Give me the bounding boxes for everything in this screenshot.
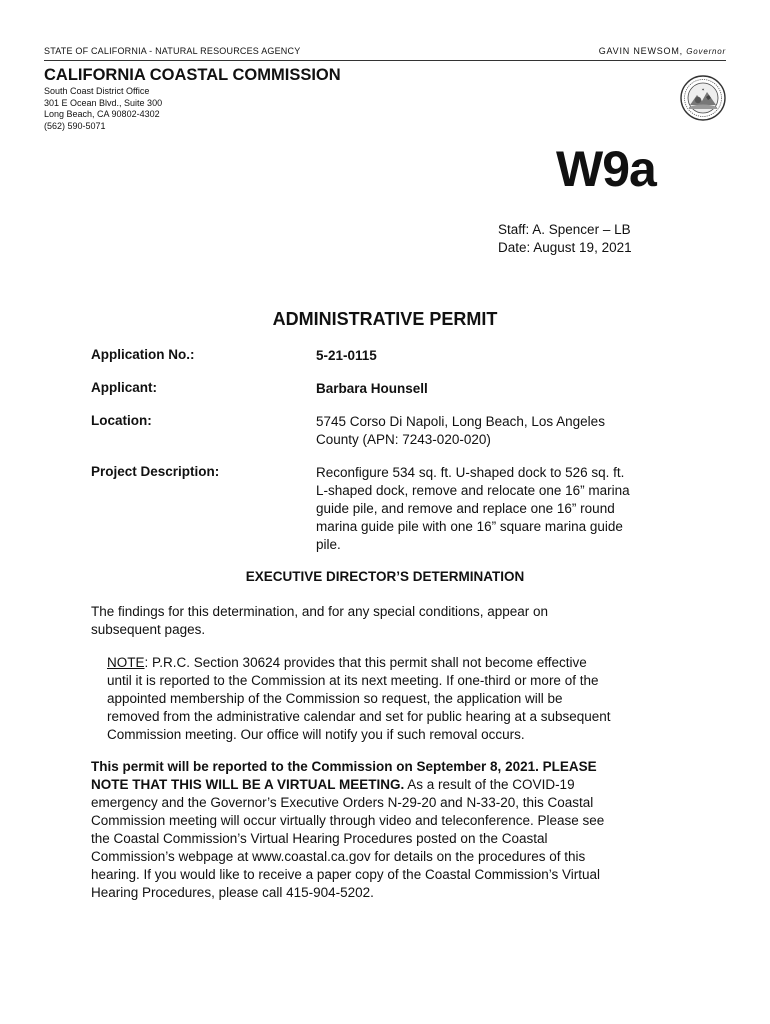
- findings-paragraph: [91, 603, 681, 639]
- report-paragraph: [91, 758, 681, 902]
- findings-line: subsequent pages.: [91, 622, 206, 637]
- note-line: until it is reported to the Commission at its next meeting. If one-third or more of the: [107, 673, 599, 688]
- location-line: 5745 Corso Di Napoli, Long Beach, Los Angeles: [316, 414, 605, 429]
- note-line: appointed membership of the Commission so request, the application will be: [107, 691, 563, 706]
- applicant-value: Barbara Hounsell: [316, 381, 428, 396]
- application-value: 5-21-0115: [316, 348, 377, 363]
- project-line: guide pile, and remove and replace one 16” round: [316, 501, 615, 516]
- application-label: Application No.:: [91, 347, 195, 362]
- note-first-text: : P.R.C. Section 30624 provides that this permit shall not become effective: [144, 655, 587, 670]
- virtual-meeting-notice: NOTE THAT THIS WILL BE A VIRTUAL MEETING.: [91, 777, 405, 792]
- project-line: pile.: [316, 537, 341, 552]
- project-line: L-shaped dock, remove and relocate one 16” marina: [316, 483, 630, 498]
- date-line: Date: August 19, 2021: [498, 240, 632, 255]
- governor-header: [599, 46, 726, 56]
- project-description-label: Project Description:: [91, 464, 220, 479]
- report-line: emergency and the Governor’s Executive Orders N-29-20 and N-33-20, this Coastal: [91, 795, 594, 810]
- location-label: Location:: [91, 413, 152, 428]
- report-line: Hearing Procedures, please call 415-904-5202.: [91, 885, 374, 900]
- report-line: [91, 776, 681, 794]
- note-paragraph: [107, 654, 682, 744]
- office-line: (562) 590-5071: [44, 120, 106, 131]
- office-address: [44, 86, 162, 132]
- svg-text:✶: ✶: [701, 87, 705, 92]
- determination-heading: EXECUTIVE DIRECTOR’S DETERMINATION: [245, 569, 525, 584]
- note-label: NOTE: [107, 655, 145, 670]
- location-line: County (APN: 7243-020-020): [316, 432, 491, 447]
- location-value: [316, 413, 676, 449]
- staff-line: Staff: A. Spencer – LB: [498, 222, 631, 237]
- governor-name: GAVIN NEWSOM,: [598, 46, 687, 56]
- applicant-label: Applicant:: [91, 380, 157, 395]
- project-line: marina guide pile with one 16” square marina guide: [316, 519, 623, 534]
- office-line: South Coast District Office: [44, 86, 150, 96]
- report-bold-line: This permit will be reported to the Commission on September 8, 2021. PLEASE: [91, 759, 597, 774]
- agency-header: STATE OF CALIFORNIA - NATURAL RESOURCES AGENCY: [44, 46, 301, 56]
- project-line: Reconfigure 534 sq. ft. U-shaped dock to 526 sq. ft.: [316, 465, 625, 480]
- project-description-value: [316, 464, 676, 554]
- state-seal-icon: [680, 75, 726, 121]
- report-line: hearing. If you would like to receive a paper copy of the Coastal Commission’s Virtual: [91, 867, 601, 882]
- findings-line: The findings for this determination, and for any special conditions, appear on: [91, 604, 549, 619]
- office-line: 301 E Ocean Blvd., Suite 300: [44, 97, 163, 108]
- note-first-line: [107, 654, 682, 672]
- governor-title: Governor: [686, 47, 726, 56]
- report-line: Commission meeting will occur virtually through video and teleconference. Please see: [91, 813, 605, 828]
- report-line-rest: As a result of the COVID-19: [404, 777, 575, 792]
- header-rule: [44, 60, 726, 61]
- agenda-item-number: W9a: [556, 141, 656, 197]
- staff-block: [498, 221, 632, 257]
- page-title: ADMINISTRATIVE PERMIT: [272, 309, 498, 329]
- report-line: Commission’s webpage at www.coastal.ca.gov for details on the procedures of this: [91, 849, 586, 864]
- commission-name: CALIFORNIA COASTAL COMMISSION: [44, 66, 341, 84]
- note-line: Commission meeting. Our office will notify you if such removal occurs.: [107, 727, 525, 742]
- office-line: Long Beach, CA 90802-4302: [44, 109, 160, 119]
- report-line: the Coastal Commission’s Virtual Hearing Procedures posted on the Coastal: [91, 831, 548, 846]
- note-line: removed from the administrative calendar and set for public hearing at a subsequent: [107, 709, 611, 724]
